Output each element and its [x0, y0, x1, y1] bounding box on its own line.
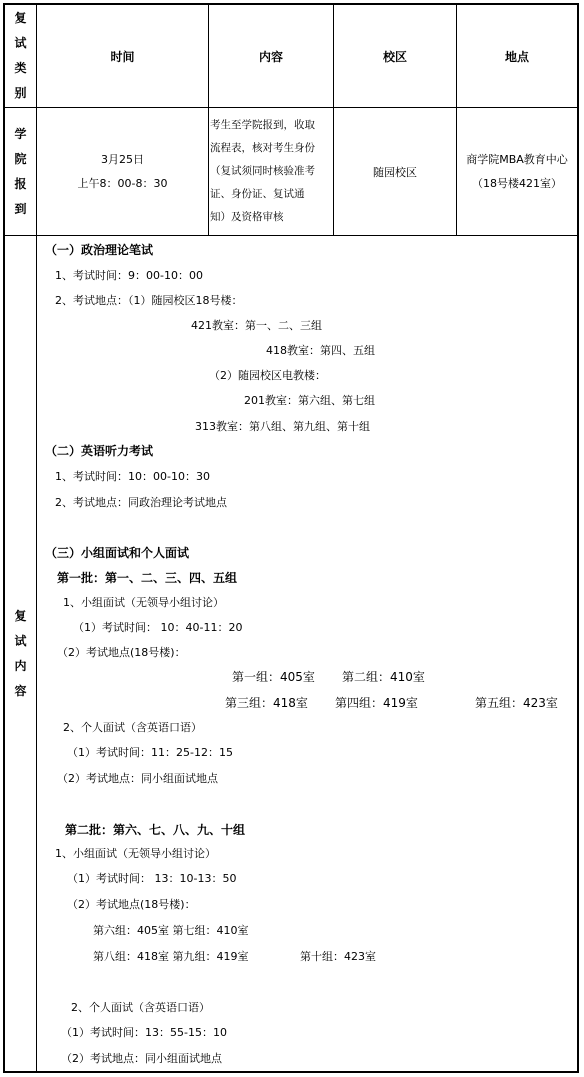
- header-category-char: 别: [14, 86, 27, 100]
- batch-heading: 第二批：第六、七、八、九、十组: [65, 823, 246, 837]
- detail-line: 1、小组面试（无领导小组讨论）: [63, 596, 224, 609]
- detail-line: （1）考试时间： 10：40-11：20: [73, 621, 243, 634]
- report-location-line: （18号楼421室）: [472, 176, 562, 190]
- report-campus: 随园校区: [333, 107, 457, 236]
- report-category-char: 院: [14, 151, 27, 166]
- report-content-line: （复试须同时核验准考: [210, 165, 315, 177]
- detail-line: （2）考试地点：同小组面试地点: [57, 772, 218, 785]
- report-time: 上午8：00-8：30: [77, 176, 168, 190]
- report-category-cell: [4, 107, 37, 236]
- header-category-char: 类: [14, 61, 27, 75]
- header-location: 地点: [456, 4, 578, 108]
- schedule-table: [3, 3, 579, 1073]
- section-heading: （三）小组面试和个人面试: [45, 546, 190, 560]
- detail-category-char: 复: [14, 608, 27, 623]
- batch-heading: 第一批：第一、二、三、四、五组: [57, 571, 238, 585]
- report-content-line: 考生至学院报到，收取: [210, 119, 315, 131]
- detail-line: （1）考试时间： 13：10-13：50: [67, 872, 237, 885]
- detail-line: 418教室：第四、五组: [266, 344, 375, 357]
- detail-line: （1）考试时间：13：55-15：10: [61, 1026, 227, 1039]
- room-item: 第二组：410室: [342, 670, 425, 684]
- report-location-cell: [456, 107, 578, 236]
- report-content-line: 证、身份证、复试通: [210, 188, 305, 200]
- header-time: 时间: [36, 4, 209, 108]
- section-heading: （一）政治理论笔试: [45, 243, 154, 257]
- room-item: 第六组：405室 第七组：410室: [93, 924, 249, 937]
- detail-line: 313教室：第八组、第九组、第十组: [195, 420, 370, 433]
- detail-line: （2）考试地点(18号楼)：: [67, 898, 196, 911]
- report-location-line: 商学院MBA教育中心: [466, 152, 568, 166]
- room-item: 第四组：419室: [335, 696, 418, 710]
- report-category-char: 到: [14, 201, 27, 216]
- report-content-line: 知）及资格审核: [210, 211, 284, 223]
- detail-line: 1、考试时间：10：00-10：30: [55, 470, 210, 483]
- detail-line: 2、个人面试（含英语口语）: [63, 721, 202, 734]
- report-time-cell: [36, 107, 209, 236]
- detail-line: （2）考试地点(18号楼)：: [57, 646, 186, 659]
- room-item: 第五组：423室: [475, 696, 558, 710]
- detail-line: （2）随园校区电教楼：: [209, 369, 326, 382]
- header-category-char: 试: [14, 36, 27, 50]
- header-content: 内容: [208, 4, 334, 108]
- detail-line: （2）考试地点：同小组面试地点: [61, 1052, 222, 1065]
- detail-category-char: 内: [14, 658, 27, 673]
- header-category-cell: [4, 4, 37, 108]
- detail-line: 2、个人面试（含英语口语）: [71, 1001, 210, 1014]
- report-category-char: 学: [14, 126, 27, 141]
- detail-line: （1）考试时间：11：25-12：15: [67, 746, 233, 759]
- report-content-line: 流程表，核对考生身份: [210, 142, 315, 154]
- detail-category-char: 试: [14, 633, 27, 648]
- room-item: 第一组：405室: [232, 670, 315, 684]
- detail-category-cell: [4, 235, 37, 1072]
- header-category-char: 复: [14, 11, 27, 25]
- detail-line: 2、考试地点：（1）随园校区18号楼：: [55, 294, 243, 307]
- detail-category-char: 容: [14, 683, 27, 698]
- report-category-char: 报: [14, 176, 27, 191]
- report-date: 3月25日: [101, 152, 144, 166]
- room-item: 第十组：423室: [300, 950, 376, 963]
- detail-line: 421教室：第一、二、三组: [191, 319, 322, 332]
- detail-line: 1、考试时间：9：00-10：00: [55, 269, 203, 282]
- report-content-cell: [208, 107, 334, 236]
- room-item: 第八组：418室 第九组：419室: [93, 950, 249, 963]
- section-heading: （二）英语听力考试: [45, 444, 154, 458]
- detail-line: 201教室：第六组、第七组: [244, 394, 375, 407]
- room-item: 第三组：418室: [225, 696, 308, 710]
- header-campus: 校区: [333, 4, 457, 108]
- detail-line: 1、小组面试（无领导小组讨论）: [55, 847, 216, 860]
- detail-content-cell: [36, 235, 578, 1072]
- detail-line: 2、考试地点：同政治理论考试地点: [55, 496, 227, 509]
